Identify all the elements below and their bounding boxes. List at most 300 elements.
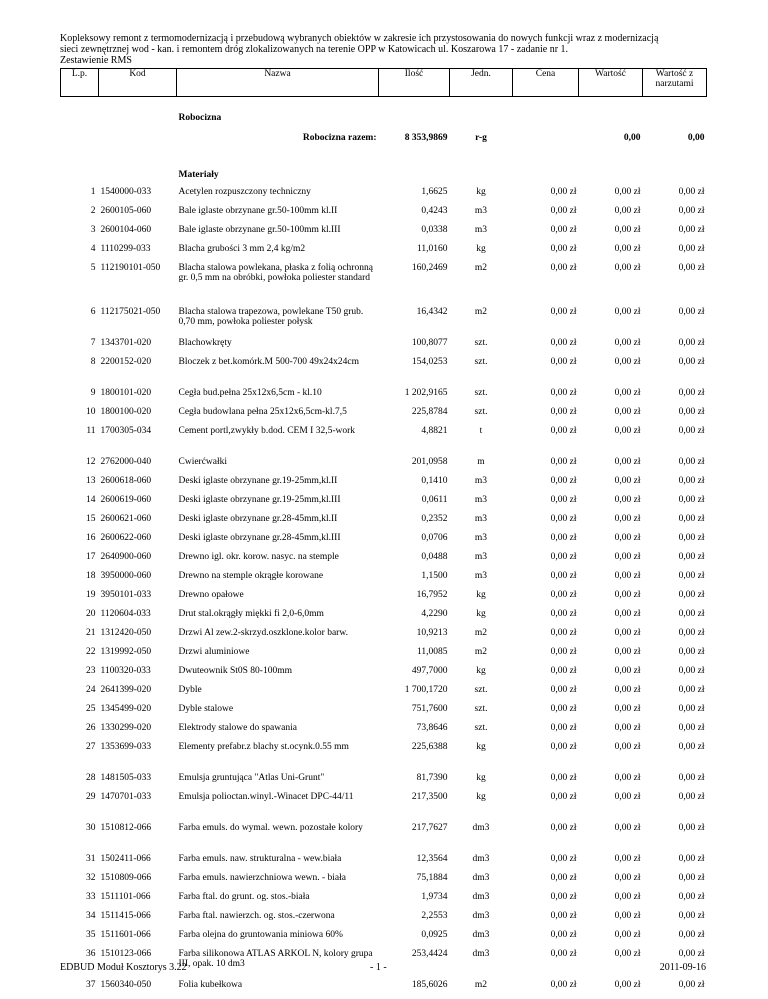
row-wartosc: 0,00 zł bbox=[614, 551, 641, 562]
row-wartosc: 0,00 zł bbox=[614, 306, 641, 317]
table-row bbox=[61, 457, 707, 476]
row-ilosc: 497,7000 bbox=[411, 665, 448, 676]
col-lp: L.p. bbox=[61, 69, 99, 97]
row-kod: 2600619-060 bbox=[100, 494, 152, 505]
rms-table bbox=[60, 68, 707, 999]
row-wartosc-narzut: 0,00 zł bbox=[678, 948, 705, 959]
row-wartosc-narzut: 0,00 zł bbox=[678, 608, 705, 619]
row-jedn: kg bbox=[476, 791, 486, 802]
row-wartosc: 0,00 zł bbox=[614, 608, 641, 619]
row-nazwa: Emulsja polioctan.winyl.-Winacet DPC-44/11 bbox=[178, 791, 354, 802]
row-kod: 1502411-066 bbox=[100, 853, 151, 864]
row-kod: 112190101-050 bbox=[100, 262, 161, 273]
table-row bbox=[61, 225, 707, 244]
row-ilosc: 12,3564 bbox=[416, 853, 448, 864]
row-lp: 36 bbox=[86, 948, 96, 959]
row-ilosc: 0,0706 bbox=[421, 532, 448, 543]
row-nazwa: Dwuteownik St0S 80-100mm bbox=[178, 665, 292, 676]
row-wartosc-narzut: 0,00 zł bbox=[678, 665, 705, 676]
row-wartosc: 0,00 zł bbox=[614, 891, 641, 902]
row-wartosc-narzut: 0,00 zł bbox=[678, 186, 705, 197]
row-cena: 0,00 zł bbox=[550, 551, 577, 562]
row-lp: 28 bbox=[86, 772, 96, 783]
row-kod: 1700305-034 bbox=[100, 425, 152, 436]
row-jedn: dm3 bbox=[472, 910, 490, 921]
row-wartosc: 0,00 zł bbox=[614, 853, 641, 864]
row-ilosc: 225,6388 bbox=[411, 741, 448, 752]
row-wartosc-narzut: 0,00 zł bbox=[678, 224, 705, 235]
table-row bbox=[61, 773, 707, 792]
row-jedn: m3 bbox=[474, 513, 488, 524]
row-kod: 1330299-020 bbox=[100, 722, 152, 733]
robocizna-total-qty: 8 353,9869 bbox=[404, 132, 448, 143]
row-lp: 25 bbox=[86, 703, 96, 714]
row-wartosc-narzut: 0,00 zł bbox=[678, 570, 705, 581]
row-lp: 22 bbox=[86, 646, 96, 657]
materialy-section-title: Materiały bbox=[178, 169, 219, 180]
row-ilosc: 10,9213 bbox=[416, 627, 448, 638]
row-cena: 0,00 zł bbox=[550, 646, 577, 657]
row-wartosc: 0,00 zł bbox=[614, 425, 641, 436]
row-jedn: szt. bbox=[474, 722, 488, 733]
row-nazwa: Drzwi Al zew.2-skrzyd.oszklone.kolor barw. bbox=[178, 627, 348, 638]
row-ilosc: 0,2352 bbox=[421, 513, 448, 524]
row-wartosc: 0,00 zł bbox=[614, 532, 641, 543]
row-kod: 1800101-020 bbox=[100, 387, 152, 398]
row-cena: 0,00 zł bbox=[550, 608, 577, 619]
robocizna-section-row bbox=[61, 97, 707, 131]
row-wartosc: 0,00 zł bbox=[614, 494, 641, 505]
row-cena: 0,00 zł bbox=[550, 791, 577, 802]
row-kod: 2600621-060 bbox=[100, 513, 152, 524]
row-jedn: m3 bbox=[474, 494, 488, 505]
row-kod: 1100320-033 bbox=[100, 665, 151, 676]
row-cena: 0,00 zł bbox=[550, 456, 577, 467]
row-cena: 0,00 zł bbox=[550, 494, 577, 505]
row-lp: 21 bbox=[86, 627, 96, 638]
row-kod: 2762000-040 bbox=[100, 456, 152, 467]
table-row bbox=[61, 533, 707, 552]
row-wartosc: 0,00 zł bbox=[614, 475, 641, 486]
row-nazwa: Drzwi aluminiowe bbox=[178, 646, 250, 657]
row-kod: 1312420-050 bbox=[100, 627, 152, 638]
col-wartosc-narzut bbox=[643, 69, 707, 97]
row-cena: 0,00 zł bbox=[550, 475, 577, 486]
row-ilosc: 160,2469 bbox=[411, 262, 448, 273]
row-wartosc-narzut: 0,00 zł bbox=[678, 627, 705, 638]
footer-date: 2011-09-16 bbox=[659, 962, 706, 973]
row-wartosc-narzut: 0,00 zł bbox=[678, 979, 705, 990]
row-wartosc: 0,00 zł bbox=[614, 822, 641, 833]
row-kod: 1560340-050 bbox=[100, 979, 152, 990]
row-jedn: m3 bbox=[474, 475, 488, 486]
row-jedn: szt. bbox=[474, 387, 488, 398]
robocizna-total-value-narzut: 0,00 bbox=[687, 132, 705, 143]
row-ilosc: 201,0958 bbox=[411, 456, 448, 467]
row-lp: 8 bbox=[90, 356, 96, 367]
row-jedn: szt. bbox=[474, 684, 488, 695]
row-jedn: dm3 bbox=[472, 822, 490, 833]
row-jedn: szt. bbox=[474, 337, 488, 348]
table-row bbox=[61, 685, 707, 704]
row-kod: 1110299-033 bbox=[100, 243, 151, 254]
row-cena: 0,00 zł bbox=[550, 627, 577, 638]
row-jedn: m bbox=[477, 456, 485, 467]
row-wartosc-narzut: 0,00 zł bbox=[678, 262, 705, 273]
table-row bbox=[61, 647, 707, 666]
row-cena: 0,00 zł bbox=[550, 337, 577, 348]
document-header bbox=[60, 33, 720, 66]
row-kod: 1470701-033 bbox=[100, 791, 152, 802]
table-row bbox=[61, 307, 707, 338]
table-row bbox=[61, 552, 707, 571]
row-wartosc: 0,00 zł bbox=[614, 627, 641, 638]
row-kod: 1511101-066 bbox=[100, 891, 151, 902]
row-nazwa: Emulsja gruntująca "Atlas Uni-Grunt" bbox=[178, 772, 325, 783]
row-wartosc: 0,00 zł bbox=[614, 570, 641, 581]
row-wartosc: 0,00 zł bbox=[614, 456, 641, 467]
row-kod: 1511415-066 bbox=[100, 910, 151, 921]
row-kod: 2600105-060 bbox=[100, 205, 152, 216]
row-ilosc: 16,4342 bbox=[416, 306, 448, 317]
row-lp: 4 bbox=[90, 243, 96, 254]
row-wartosc: 0,00 zł bbox=[614, 387, 641, 398]
row-cena: 0,00 zł bbox=[550, 532, 577, 543]
table-row bbox=[61, 666, 707, 685]
table-row bbox=[61, 244, 707, 263]
row-kod: 1510812-066 bbox=[100, 822, 152, 833]
footer-software: EDBUD Moduł Kosztorys 3.22 bbox=[60, 962, 187, 973]
row-nazwa: Farba olejna do gruntowania miniowa 60% bbox=[178, 929, 343, 940]
row-cena: 0,00 zł bbox=[550, 205, 577, 216]
row-ilosc: 185,6026 bbox=[411, 979, 448, 990]
row-nazwa: Farba silikonowa ATLAS ARKOL N, kolory grupa III, opak. 10 dm3 bbox=[178, 948, 373, 969]
row-nazwa: Farba emuls. nawierzchniowa wewn. - biała bbox=[178, 872, 347, 883]
row-jedn: kg bbox=[476, 589, 486, 600]
row-wartosc: 0,00 zł bbox=[614, 929, 641, 940]
row-ilosc: 16,7952 bbox=[416, 589, 448, 600]
row-kod: 1510123-066 bbox=[100, 948, 152, 959]
row-wartosc-narzut: 0,00 zł bbox=[678, 456, 705, 467]
row-nazwa: Dyble stalowe bbox=[178, 703, 234, 714]
row-nazwa: Bale iglaste obrzynane gr.50-100mm kl.II bbox=[178, 205, 338, 216]
table-row bbox=[61, 892, 707, 911]
row-ilosc: 0,0488 bbox=[421, 551, 448, 562]
row-ilosc: 1 202,9165 bbox=[404, 387, 448, 398]
row-ilosc: 4,8821 bbox=[421, 425, 448, 436]
row-jedn: m2 bbox=[474, 262, 488, 273]
row-nazwa: Blacha stalowa powlekana, płaska z folią ochronną gr. 0,5 mm na obróbki, powłoka poliester standard bbox=[178, 262, 373, 283]
row-lp: 32 bbox=[86, 872, 96, 883]
robocizna-section-title: Robocizna bbox=[178, 113, 222, 123]
row-wartosc-narzut: 0,00 zł bbox=[678, 741, 705, 752]
row-kod: 2600618-060 bbox=[100, 475, 152, 486]
row-cena: 0,00 zł bbox=[550, 425, 577, 436]
col-kod: Kod bbox=[99, 69, 177, 97]
row-kod: 1120604-033 bbox=[100, 608, 151, 619]
table-row bbox=[61, 426, 707, 457]
row-ilosc: 11,0160 bbox=[416, 243, 448, 254]
row-jedn: t bbox=[479, 425, 483, 436]
row-jedn: kg bbox=[476, 608, 486, 619]
table-row bbox=[61, 590, 707, 609]
row-nazwa: Deski iglaste obrzynane gr.28-45mm,kl.III bbox=[178, 532, 341, 543]
row-wartosc-narzut: 0,00 zł bbox=[678, 243, 705, 254]
row-lp: 13 bbox=[86, 475, 96, 486]
row-ilosc: 75,1884 bbox=[416, 872, 448, 883]
row-wartosc-narzut: 0,00 zł bbox=[678, 475, 705, 486]
row-jedn: kg bbox=[476, 186, 486, 197]
row-jedn: dm3 bbox=[472, 891, 490, 902]
row-nazwa: Dyble bbox=[178, 684, 202, 695]
row-ilosc: 1,6625 bbox=[421, 186, 448, 197]
row-wartosc-narzut: 0,00 zł bbox=[678, 791, 705, 802]
row-kod: 1353699-033 bbox=[100, 741, 152, 752]
row-lp: 16 bbox=[86, 532, 96, 543]
row-jedn: kg bbox=[476, 772, 486, 783]
row-cena: 0,00 zł bbox=[550, 570, 577, 581]
row-wartosc-narzut: 0,00 zł bbox=[678, 205, 705, 216]
row-wartosc-narzut: 0,00 zł bbox=[678, 822, 705, 833]
row-kod: 2641399-020 bbox=[100, 684, 152, 695]
row-wartosc: 0,00 zł bbox=[614, 406, 641, 417]
row-ilosc: 0,1410 bbox=[421, 475, 448, 486]
row-kod: 1481505-033 bbox=[100, 772, 152, 783]
col-ilosc: Ilość bbox=[379, 69, 450, 97]
row-cena: 0,00 zł bbox=[550, 872, 577, 883]
row-ilosc: 73,8646 bbox=[416, 722, 448, 733]
row-cena: 0,00 zł bbox=[550, 722, 577, 733]
row-nazwa: Farba ftal. do grunt. og. stos.-biała bbox=[178, 891, 310, 902]
table-row bbox=[61, 930, 707, 949]
row-jedn: szt. bbox=[474, 406, 488, 417]
row-cena: 0,00 zł bbox=[550, 979, 577, 990]
row-kod: 112175021-050 bbox=[100, 306, 161, 317]
row-wartosc: 0,00 zł bbox=[614, 356, 641, 367]
row-wartosc-narzut: 0,00 zł bbox=[678, 513, 705, 524]
row-nazwa: Cegła bud.pełna 25x12x6,5cm - kl.10 bbox=[178, 387, 322, 398]
row-kod: 1800100-020 bbox=[100, 406, 152, 417]
row-nazwa: Blacha grubości 3 mm 2,4 kg/m2 bbox=[178, 243, 306, 254]
row-jedn: m3 bbox=[474, 570, 488, 581]
row-nazwa: Elektrody stalowe do spawania bbox=[178, 722, 297, 733]
row-jedn: m3 bbox=[474, 551, 488, 562]
table-row bbox=[61, 723, 707, 742]
row-cena: 0,00 zł bbox=[550, 948, 577, 959]
row-cena: 0,00 zł bbox=[550, 186, 577, 197]
row-lp: 6 bbox=[90, 306, 96, 317]
row-nazwa: Drut stal.okrągły miękki fi 2,0-6,0mm bbox=[178, 608, 324, 619]
table-row bbox=[61, 571, 707, 590]
row-lp: 30 bbox=[86, 822, 96, 833]
row-nazwa: Folia kubełkowa bbox=[178, 979, 243, 990]
row-jedn: m3 bbox=[474, 224, 488, 235]
table-row bbox=[61, 388, 707, 407]
row-lp: 17 bbox=[86, 551, 96, 562]
row-kod: 2600622-060 bbox=[100, 532, 152, 543]
header-line-2: sieci zewnętrznej wod - kan. i remontem dróg zlokalizowanych na terenie OPP w Katowicach ul. Koszarowa 17 - zadanie nr 1. bbox=[60, 44, 569, 55]
row-wartosc-narzut: 0,00 zł bbox=[678, 337, 705, 348]
table-row bbox=[61, 980, 707, 999]
row-lp: 15 bbox=[86, 513, 96, 524]
row-kod: 2200152-020 bbox=[100, 356, 152, 367]
row-wartosc-narzut: 0,00 zł bbox=[678, 589, 705, 600]
table-row bbox=[61, 187, 707, 206]
robocizna-total-unit: r-g bbox=[475, 132, 487, 143]
row-lp: 35 bbox=[86, 929, 96, 940]
row-nazwa: Ćwierćwałki bbox=[178, 456, 228, 467]
row-lp: 31 bbox=[86, 853, 96, 864]
column-header-row bbox=[61, 69, 707, 97]
row-jedn: m3 bbox=[474, 205, 488, 216]
row-ilosc: 81,7390 bbox=[416, 772, 448, 783]
row-jedn: m2 bbox=[474, 627, 488, 638]
row-ilosc: 751,7600 bbox=[411, 703, 448, 714]
materialy-rows bbox=[61, 187, 707, 999]
table-row bbox=[61, 704, 707, 723]
row-wartosc-narzut: 0,00 zł bbox=[678, 872, 705, 883]
row-wartosc: 0,00 zł bbox=[614, 665, 641, 676]
table-row bbox=[61, 742, 707, 773]
row-kod: 1540000-033 bbox=[100, 186, 152, 197]
row-lp: 1 bbox=[90, 186, 96, 197]
row-cena: 0,00 zł bbox=[550, 772, 577, 783]
row-wartosc: 0,00 zł bbox=[614, 186, 641, 197]
row-cena: 0,00 zł bbox=[550, 665, 577, 676]
row-lp: 12 bbox=[86, 456, 96, 467]
row-jedn: szt. bbox=[474, 703, 488, 714]
row-wartosc-narzut: 0,00 zł bbox=[678, 929, 705, 940]
row-ilosc: 253,4424 bbox=[411, 948, 448, 959]
row-cena: 0,00 zł bbox=[550, 741, 577, 752]
row-cena: 0,00 zł bbox=[550, 589, 577, 600]
robocizna-total-value: 0,00 bbox=[623, 132, 641, 143]
header-line-3: Zestawienie RMS bbox=[60, 55, 132, 66]
table-row bbox=[61, 495, 707, 514]
table-row bbox=[61, 792, 707, 823]
row-wartosc: 0,00 zł bbox=[614, 741, 641, 752]
row-ilosc: 0,0611 bbox=[421, 494, 448, 505]
row-lp: 24 bbox=[86, 684, 96, 695]
row-wartosc-narzut: 0,00 zł bbox=[678, 425, 705, 436]
row-lp: 9 bbox=[90, 387, 96, 398]
row-nazwa: Acetylen rozpuszczony techniczny bbox=[178, 186, 311, 197]
row-wartosc-narzut: 0,00 zł bbox=[678, 306, 705, 317]
row-jedn: szt. bbox=[474, 356, 488, 367]
row-jedn: m2 bbox=[474, 306, 488, 317]
row-jedn: m2 bbox=[474, 646, 488, 657]
table-row bbox=[61, 873, 707, 892]
row-lp: 37 bbox=[86, 979, 96, 990]
row-ilosc: 217,3500 bbox=[411, 791, 448, 802]
row-wartosc-narzut: 0,00 zł bbox=[678, 722, 705, 733]
table-row bbox=[61, 338, 707, 357]
row-cena: 0,00 zł bbox=[550, 822, 577, 833]
row-jedn: dm3 bbox=[472, 948, 490, 959]
row-jedn: dm3 bbox=[472, 853, 490, 864]
row-wartosc: 0,00 zł bbox=[614, 589, 641, 600]
row-ilosc: 154,0253 bbox=[411, 356, 448, 367]
row-cena: 0,00 zł bbox=[550, 243, 577, 254]
row-lp: 26 bbox=[86, 722, 96, 733]
col-nazwa: Nazwa bbox=[177, 69, 379, 97]
row-wartosc: 0,00 zł bbox=[614, 872, 641, 883]
row-wartosc: 0,00 zł bbox=[614, 243, 641, 254]
row-cena: 0,00 zł bbox=[550, 929, 577, 940]
row-kod: 2600104-060 bbox=[100, 224, 152, 235]
row-nazwa: Bale iglaste obrzynane gr.50-100mm kl.III bbox=[178, 224, 341, 235]
row-lp: 29 bbox=[86, 791, 96, 802]
row-wartosc: 0,00 zł bbox=[614, 979, 641, 990]
materialy-section-row bbox=[61, 153, 707, 187]
table-row bbox=[61, 911, 707, 930]
row-nazwa: Deski iglaste obrzynane gr.19-25mm,kl.III bbox=[178, 494, 341, 505]
row-lp: 27 bbox=[86, 741, 96, 752]
row-lp: 3 bbox=[90, 224, 96, 235]
row-wartosc: 0,00 zł bbox=[614, 224, 641, 235]
table-row bbox=[61, 206, 707, 225]
row-nazwa: Blachowkręty bbox=[178, 337, 232, 348]
footer-page-number: - 1 - bbox=[370, 962, 387, 973]
table-row bbox=[61, 854, 707, 873]
row-jedn: m3 bbox=[474, 532, 488, 543]
table-row bbox=[61, 514, 707, 533]
row-wartosc: 0,00 zł bbox=[614, 948, 641, 959]
row-lp: 34 bbox=[86, 910, 96, 921]
robocizna-total-row bbox=[61, 131, 707, 153]
col-wartosc: Wartość bbox=[579, 69, 643, 97]
row-cena: 0,00 zł bbox=[550, 703, 577, 714]
row-wartosc-narzut: 0,00 zł bbox=[678, 910, 705, 921]
row-jedn: m2 bbox=[474, 979, 488, 990]
row-ilosc: 11,0085 bbox=[416, 646, 448, 657]
row-nazwa: Drewno opałowe bbox=[178, 589, 244, 600]
col-wartosc-narzut-line2: narzutami bbox=[655, 79, 694, 89]
row-wartosc-narzut: 0,00 zł bbox=[678, 853, 705, 864]
row-cena: 0,00 zł bbox=[550, 387, 577, 398]
row-jedn: kg bbox=[476, 741, 486, 752]
row-wartosc: 0,00 zł bbox=[614, 205, 641, 216]
row-ilosc: 1 700,1720 bbox=[404, 684, 448, 695]
row-lp: 23 bbox=[86, 665, 96, 676]
row-nazwa: Farba emuls. do wymal. wewn. pozostałe kolory bbox=[178, 822, 363, 833]
row-cena: 0,00 zł bbox=[550, 853, 577, 864]
row-cena: 0,00 zł bbox=[550, 224, 577, 235]
table-row bbox=[61, 407, 707, 426]
row-lp: 18 bbox=[86, 570, 96, 581]
row-ilosc: 2,2553 bbox=[421, 910, 448, 921]
row-wartosc-narzut: 0,00 zł bbox=[678, 646, 705, 657]
row-wartosc: 0,00 zł bbox=[614, 684, 641, 695]
row-jedn: kg bbox=[476, 243, 486, 254]
row-ilosc: 217,7627 bbox=[411, 822, 448, 833]
row-nazwa: Deski iglaste obrzynane gr.28-45mm,kl.II bbox=[178, 513, 338, 524]
row-nazwa: Drewno igl. okr. korow. nasyc. na stemple bbox=[178, 551, 339, 562]
row-ilosc: 0,0338 bbox=[421, 224, 448, 235]
row-kod: 3950000-060 bbox=[100, 570, 152, 581]
col-cena: Cena bbox=[513, 69, 579, 97]
row-lp: 10 bbox=[86, 406, 96, 417]
col-wartosc-narzut-line1: Wartość z bbox=[655, 69, 694, 79]
row-wartosc-narzut: 0,00 zł bbox=[678, 703, 705, 714]
row-kod: 2640900-060 bbox=[100, 551, 152, 562]
row-wartosc-narzut: 0,00 zł bbox=[678, 532, 705, 543]
row-jedn: dm3 bbox=[472, 872, 490, 883]
row-kod: 1319992-050 bbox=[100, 646, 152, 657]
row-cena: 0,00 zł bbox=[550, 910, 577, 921]
row-cena: 0,00 zł bbox=[550, 684, 577, 695]
row-lp: 19 bbox=[86, 589, 96, 600]
